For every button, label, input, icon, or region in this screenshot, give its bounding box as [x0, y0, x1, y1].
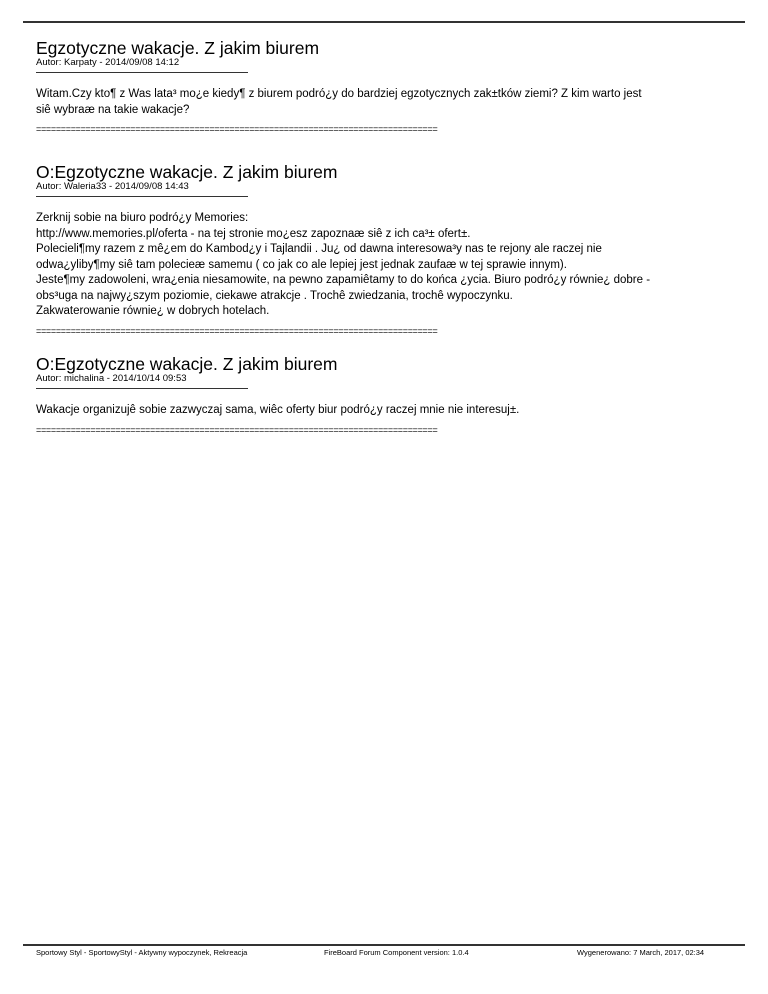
bottom-divider — [23, 944, 745, 946]
post-line: Wakacje organizujê sobie zazwyczaj sama, wiêc oferty biur podró¿y raczej mnie nie interesuj±. — [36, 404, 520, 416]
footer-generated-date: Wygenerowano: 7 March, 2017, 02:34 — [577, 948, 705, 957]
top-divider — [23, 21, 745, 23]
post-line: Polecieli¶my razem z mê¿em do Kambod¿y i Tajlandii . Ju¿ od dawna interesowa³y nas te rejony ale raczej nie — [36, 243, 602, 255]
post-line: Zerknij sobie na biuro podró¿y Memories: — [36, 212, 249, 224]
post-line: Witam.Czy kto¶ z Was lata³ mo¿e kiedy¶ z biurem podró¿y do bardziej egzotycznych zak±tków ziemi? Z kim warto jest — [36, 88, 642, 100]
footer-site-name: Sportowy Styl - SportowyStyl - Aktywny wypoczynek, Rekreacja — [36, 948, 248, 957]
post-title: Egzotyczne wakacje. Z jakim biurem — [36, 38, 320, 58]
forum-post — [36, 38, 736, 135]
meta-divider — [36, 388, 248, 389]
post-title: O:Egzotyczne wakacje. Z jakim biurem — [36, 162, 338, 182]
post-separator: ================================================================================= — [36, 124, 438, 134]
post-line: obs³uga na najwy¿szym poziomie, ciekawe atrakcje . Trochê zwiedzania, trochê wypoczynku. — [36, 289, 513, 302]
meta-divider — [36, 72, 248, 73]
post-body — [36, 87, 736, 118]
forum-post — [36, 354, 736, 436]
post-line: siê wybraæ na takie wakacje? — [36, 103, 190, 116]
footer-component-version: FireBoard Forum Component version: 1.0.4 — [324, 948, 469, 957]
post-link-line[interactable]: http://www.memories.pl/oferta - na tej stronie mo¿esz zapoznaæ siê z ich ca³± ofert±. — [36, 227, 471, 240]
forum-post — [36, 162, 736, 337]
post-body — [36, 211, 736, 320]
post-separator: ================================================================================= — [36, 325, 438, 336]
post-meta: Autor: Karpaty - 2014/09/08 14:12 — [36, 57, 180, 68]
post-body — [36, 403, 736, 419]
post-line: Jeste¶my zadowoleni, wra¿enia niesamowite, na pewno zapamiêtamy to do końca ¿ycia. Biuro podró¿y równie¿ dobre - — [36, 274, 651, 286]
post-line: Zakwaterowanie równie¿ w dobrych hotelach. — [36, 305, 270, 317]
post-title: O:Egzotyczne wakacje. Z jakim biurem — [36, 354, 338, 374]
meta-divider — [36, 196, 248, 197]
post-separator: ================================================================================= — [36, 424, 438, 435]
post-meta: Autor: michalina - 2014/10/14 09:53 — [36, 373, 187, 384]
post-meta: Autor: Waleria33 - 2014/09/08 14:43 — [36, 181, 189, 192]
post-line: odwa¿yliby¶my siê tam polecieæ samemu ( co jak co ale lepiej jest jednak zaufaæ w tej sprawie innym). — [36, 258, 567, 271]
